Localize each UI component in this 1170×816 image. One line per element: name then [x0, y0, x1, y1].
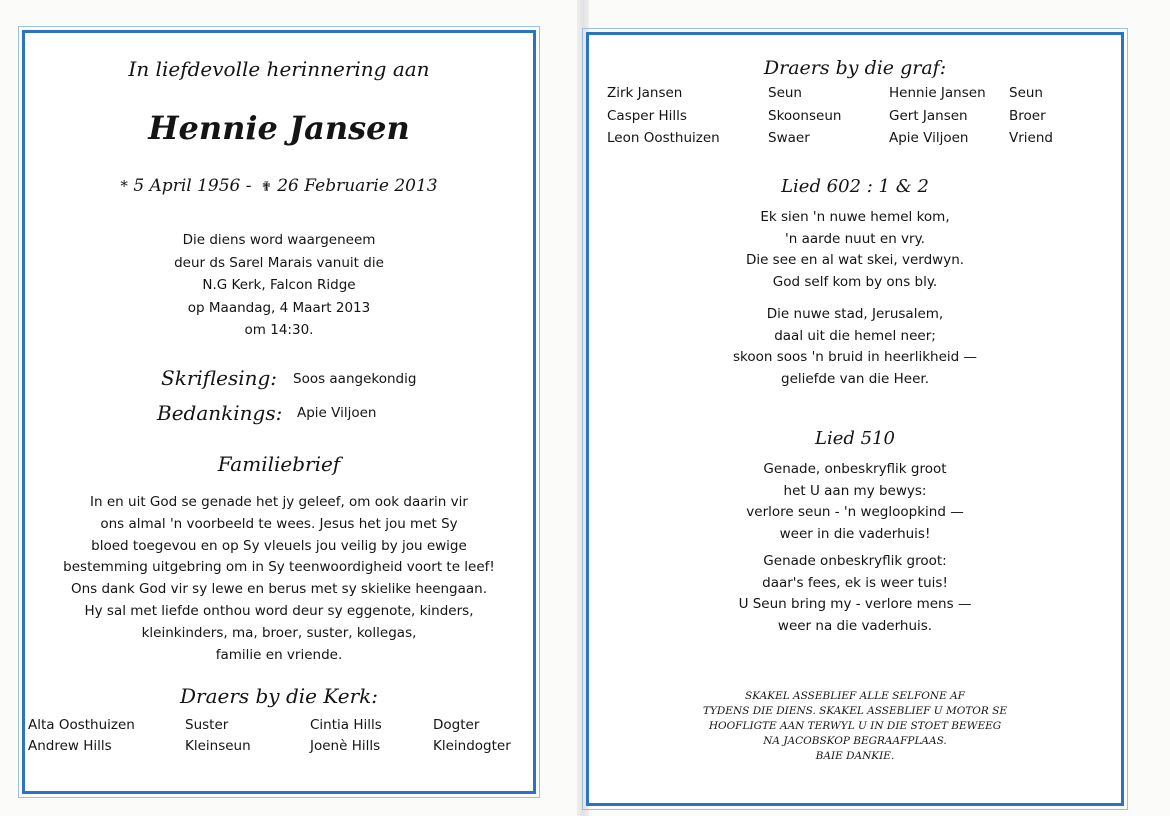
bearer-name: Joenè Hills	[310, 738, 381, 754]
letter-line: kleinkinders, ma, broer, suster, kollegas,	[141, 624, 417, 641]
letter-line: ons almal 'n voorbeeld te wees. Jesus het jou met Sy	[100, 515, 458, 532]
letter-line: Hy sal met liefde onthou word deur sy eggenote, kinders,	[84, 602, 474, 619]
thanks-label: Bedankings:	[157, 401, 283, 425]
hymn-602-verse-2	[589, 304, 1121, 390]
verse-line: geliefde van die Heer.	[781, 370, 929, 387]
verse-line: Ek sien 'n nuwe hemel kom,	[760, 209, 950, 225]
bearer-relation: Kleinseun	[185, 738, 251, 754]
letter-line: Ons dank God vir sy lewe en berus met sy skielike heengaan.	[70, 581, 488, 598]
notice-line: NA JACOBSKOP BEGRAAFPLAAS.	[763, 735, 947, 747]
family-letter	[25, 492, 533, 666]
notice-line: TYDENS DIE DIENS. SKAKEL ASSEBLIEF U MOTOR SE	[702, 705, 1008, 717]
bearer-name: Zirk Jansen	[607, 85, 683, 101]
letter-line: familie en vriende.	[215, 646, 343, 663]
hymn-602-verse-1	[589, 207, 1121, 293]
bearer-relation: Suster	[185, 717, 229, 733]
scripture-label: Skriflesing:	[161, 366, 278, 390]
deceased-name: Hennie Jansen	[148, 109, 410, 147]
death-cross-icon: ✟	[260, 180, 272, 195]
church-bearers-table	[28, 715, 528, 757]
memorial-heading: In liefdevolle herinnering aan	[128, 57, 430, 81]
grave-bearers-table	[607, 82, 1107, 150]
church-bearers-title: Draers by die Kerk:	[179, 684, 379, 708]
verse-line: skoon soos 'n bruid in heerlikheid —	[732, 349, 978, 365]
letter-line: bloed toegevou en op Sy vleuels jou veilig by jou ewige	[91, 537, 467, 554]
family-letter-title: Familiebrief	[217, 452, 341, 476]
verse-line: Die nuwe stad, Jerusalem,	[766, 306, 944, 322]
verse-line: Genade onbeskryflik groot:	[763, 553, 947, 569]
verse-line: Genade, onbeskryflik groot	[763, 461, 947, 477]
bearer-name: Leon Oosthuizen	[607, 130, 720, 146]
table-row	[28, 736, 528, 757]
bearer-name: Hennie Jansen	[889, 85, 986, 101]
service-line: om 14:30.	[244, 322, 314, 338]
bearer-name: Andrew Hills	[28, 738, 112, 754]
service-line: op Maandag, 4 Maart 2013	[187, 299, 371, 316]
notice-line: SKAKEL ASSEBLIEF ALLE SELFONE AF	[745, 690, 965, 702]
verse-line: God self kom by ons bly.	[772, 273, 938, 290]
life-dates	[25, 176, 533, 196]
notice-line: BAIE DANKIE.	[815, 750, 895, 762]
bearer-name: Cintia Hills	[310, 717, 382, 733]
letter-line: bestemming uitgebring om in Sy teenwoordigheid voort te leef!	[63, 559, 495, 576]
notice-line: HOOFLIGTE AAN TERWYL U IN DIE STOET BEWEEG	[708, 720, 1002, 732]
grave-bearers-title: Draers by die graf:	[763, 57, 947, 79]
service-line: Die diens word waargeneem	[182, 232, 376, 248]
service-line: N.G Kerk, Falcon Ridge	[202, 277, 356, 293]
table-row	[607, 82, 1107, 105]
table-row	[28, 715, 528, 736]
hymn-510-verse-2	[589, 551, 1121, 637]
bearer-name: Gert Jansen	[889, 107, 968, 124]
left-page	[22, 30, 536, 794]
table-row	[607, 105, 1107, 128]
thanks-value: Apie Viljoen	[297, 405, 377, 421]
verse-line: weer na die vaderhuis.	[777, 617, 933, 634]
service-details	[25, 229, 533, 342]
bearer-relation: Dogter	[433, 717, 480, 733]
bearer-relation: Skoonseun	[768, 107, 842, 124]
service-line: deur ds Sarel Marais vanuit die	[174, 254, 384, 271]
verse-line: weer in die vaderhuis!	[779, 525, 931, 542]
bearer-name: Casper Hills	[607, 107, 687, 124]
bearer-name: Alta Oosthuizen	[28, 717, 135, 733]
bearer-name: Apie Viljoen	[889, 130, 969, 146]
verse-line: daal uit die hemel neer;	[774, 327, 936, 344]
hymn-510-title: Lied 510	[815, 428, 895, 449]
bearer-relation: Seun	[1009, 85, 1043, 101]
bearer-relation: Vriend	[1009, 130, 1053, 146]
bearer-relation: Swaer	[768, 130, 810, 146]
hymn-510-verse-1	[589, 459, 1121, 545]
verse-line: verlore seun - 'n wegloopkind —	[746, 504, 964, 520]
hymn-602-title: Lied 602 : 1 & 2	[781, 176, 929, 197]
birth-date: 5 April 1956 -	[133, 176, 252, 196]
verse-line: daar's fees, ek is weer tuis!	[762, 574, 948, 591]
phone-notice	[589, 689, 1121, 764]
scripture-value: Soos aangekondig	[293, 371, 417, 387]
birth-star-icon: *	[120, 177, 128, 195]
right-page	[586, 32, 1124, 806]
letter-line: In en uit God se genade het jy geleef, om ook daarin vir	[90, 494, 468, 510]
table-row	[607, 127, 1107, 150]
bearer-relation: Seun	[768, 85, 802, 101]
verse-line: 'n aarde nuut en vry.	[785, 230, 925, 247]
bearer-relation: Kleindogter	[433, 738, 511, 754]
death-date: 26 Februarie 2013	[277, 176, 438, 196]
bearer-relation: Broer	[1009, 107, 1046, 124]
verse-line: U Seun bring my - verlore mens —	[738, 596, 972, 612]
verse-line: Die see en al wat skei, verdwyn.	[745, 252, 965, 268]
verse-line: het U aan my bewys:	[783, 482, 927, 499]
